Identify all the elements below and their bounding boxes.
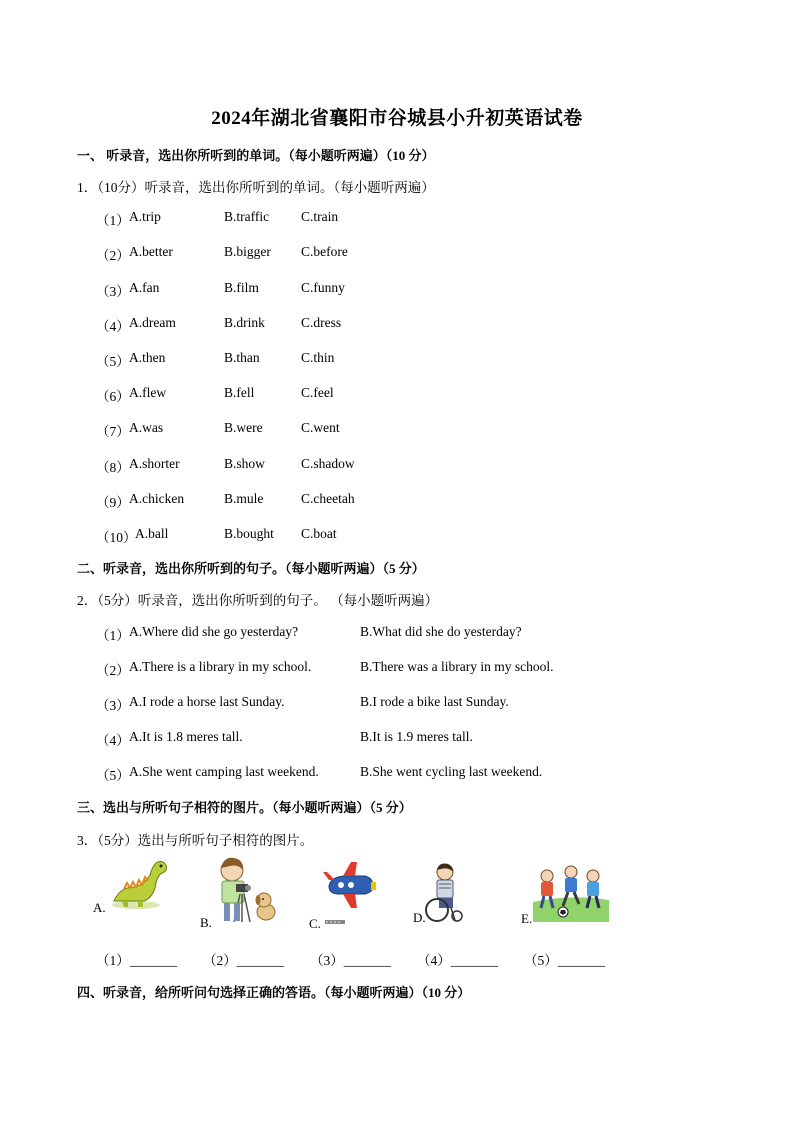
option-a: A.She went camping last weekend. [129,764,319,779]
item-number: （6） [96,389,130,404]
option-b: B.traffic [224,209,270,224]
picture-c-label: C. [309,916,321,931]
item-number: （9） [96,495,130,510]
page-title: 2024年湖北省襄阳市谷城县小升初英语试卷 [211,108,583,129]
option-b: B.She went cycling last weekend. [360,764,543,779]
option-b: B.bought [224,526,274,541]
answer-blank[interactable]: （1）_______ [96,953,177,968]
option-a: A.shorter [129,456,180,471]
dinosaur-icon [108,855,170,911]
kids-playing-football-icon [533,862,609,922]
option-c: C.feel [301,385,334,400]
section-4-heading: 四、听录音，给所听问句选择正确的答语。（每小题听两遍）（10 分） [77,985,471,1000]
item-number: （2） [96,248,130,263]
item-number: （5） [96,354,130,369]
option-c: C.boat [301,526,337,541]
option-a: A.fan [129,280,160,295]
item-number: （2） [96,663,130,678]
option-c: C.before [301,244,348,259]
item-number: （10） [96,530,137,545]
option-c: C.cheetah [301,491,355,506]
option-a: A.trip [129,209,161,224]
boy-in-wheelchair-icon [425,862,465,924]
option-a: A.then [129,350,166,365]
answer-blank[interactable]: （5）_______ [524,953,605,968]
option-a: A.chicken [129,491,185,506]
option-b: B.show [224,456,265,471]
item-number: （8） [96,460,130,475]
option-c: C.thin [301,350,335,365]
item-number: （4） [96,733,130,748]
option-b: B.There was a library in my school. [360,659,554,674]
picture-b-label: B. [200,915,212,930]
picture-d-label: D. [413,910,426,925]
answer-blank[interactable]: （2）_______ [203,953,284,968]
option-a: A.dream [129,315,176,330]
option-a: A.Where did she go yesterday? [129,624,299,639]
option-a: A.flew [129,385,167,400]
section-2-heading: 二、听录音，选出你所听到的句子。（每小题听两遍）（5 分） [77,561,425,576]
option-c: C.dress [301,315,342,330]
answer-blank[interactable]: （3）_______ [310,953,391,968]
option-b: B.film [224,280,259,295]
option-a: A.better [129,244,173,259]
option-b: B.I rode a bike last Sunday. [360,694,509,709]
option-b: B.were [224,420,263,435]
option-b: B.bigger [224,244,271,259]
option-b: B.What did she do yesterday? [360,624,522,639]
question-3: 3．（5分）选出与所听句子相符的图片。 [77,833,314,848]
option-c: C.went [301,420,340,435]
photographer-with-dog-icon [212,856,278,926]
option-a: A.was [129,420,164,435]
option-c: C.shadow [301,456,355,471]
item-number: （7） [96,424,130,439]
item-number: （1） [96,213,130,228]
option-a: A.It is 1.8 meres tall. [129,729,243,744]
item-number: （5） [96,768,130,783]
option-b: B.fell [224,385,255,400]
picture-e-label: E. [521,911,533,926]
option-a: A.ball [135,526,169,541]
option-b: B.drink [224,315,265,330]
toy-plane-icon [321,858,377,928]
answer-blank[interactable]: （4）_______ [417,953,498,968]
item-number: （1） [96,628,130,643]
option-a: A.I rode a horse last Sunday. [129,694,285,709]
picture-a-label: A. [93,900,106,915]
option-c: C.funny [301,280,345,295]
item-number: （4） [96,319,130,334]
section-1-heading: 一、 听录音，选出你所听到的单词。（每小题听两遍）（10 分） [77,148,435,163]
item-number: （3） [96,284,130,299]
question-1: 1．（10分）听录音，选出你所听到的单词。（每小题听两遍） [77,180,435,195]
option-a: A.There is a library in my school. [129,659,312,674]
question-2: 2．（5分）听录音，选出你所听到的句子。 （每小题听两遍） [77,593,439,608]
option-b: B.than [224,350,260,365]
option-c: C.train [301,209,339,224]
item-number: （3） [96,698,130,713]
option-b: B.mule [224,491,264,506]
option-b: B.It is 1.9 meres tall. [360,729,473,744]
section-3-heading: 三、选出与所听句子相符的图片。（每小题听两遍）（5 分） [77,800,412,815]
